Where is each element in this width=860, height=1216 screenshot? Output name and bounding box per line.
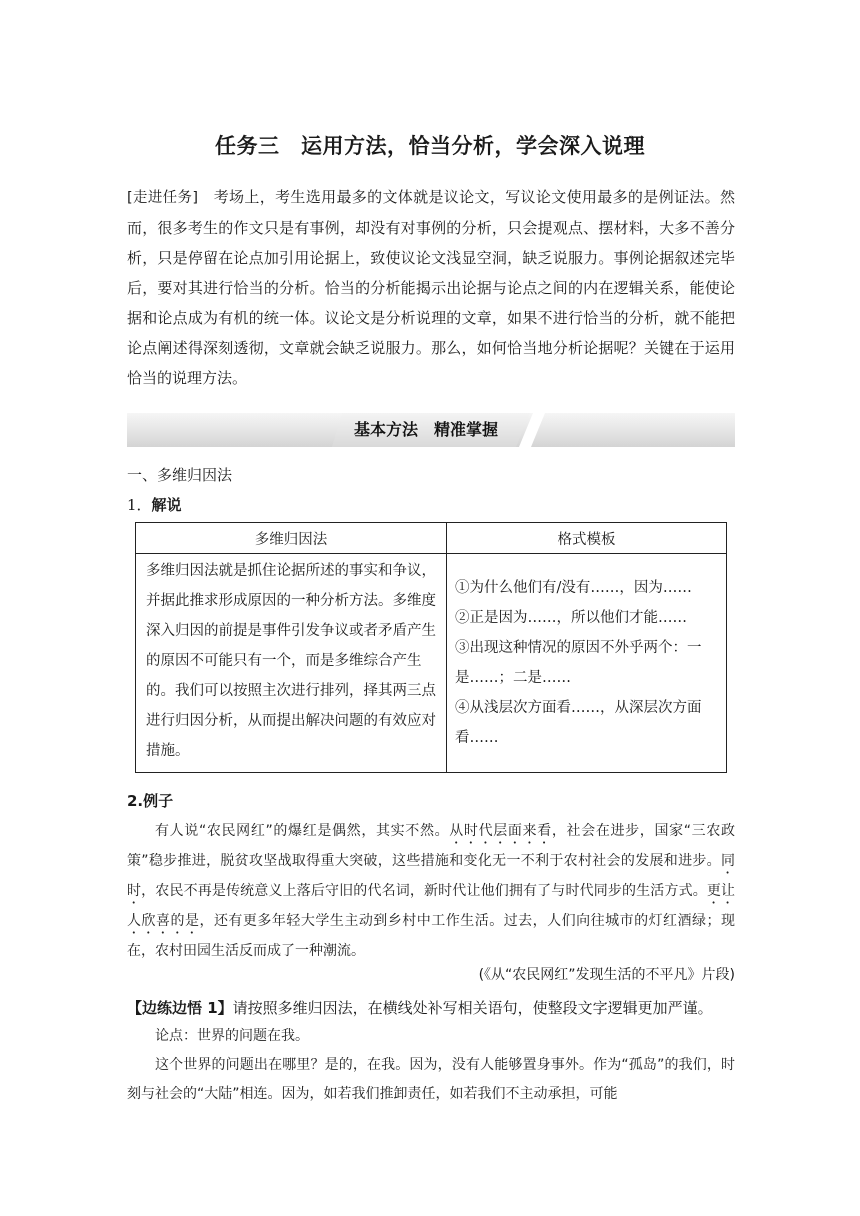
subheading-example [127, 790, 173, 811]
practice-text: 这个世界的问题出在哪里？是的，在我。因为，没有人能够置身事外。作为“孤岛”的我们，时刻与社会的“大陆”相连。因为，如若我们推卸责任，如若我们不主动承担，可能 [127, 1057, 735, 1102]
template-item: ④从浅层次方面看……，从深层次方面看…… [455, 700, 702, 746]
intro-tag: [走进任务] [127, 190, 199, 206]
template-item: ②正是因为……，所以他们才能…… [455, 610, 687, 626]
subheading-number: 1． [127, 496, 152, 514]
section-banner [127, 413, 735, 447]
template-list [447, 554, 727, 773]
table-row [136, 554, 727, 773]
table-header-method: 多维归因法 [136, 523, 447, 554]
banner-label: 基本方法 精准掌握 [353, 420, 498, 439]
template-item: ③出现这种情况的原因不外乎两个：一是……；二是…… [455, 640, 702, 686]
example-source: (《从“农民网红”发现生活的不平凡》片段) [478, 967, 735, 983]
emphasis-phrase: 更让人欣喜的是 [127, 883, 736, 929]
method-table [135, 522, 727, 773]
subheading-explanation [127, 494, 182, 515]
method-description: 多维归因法就是抓住论据所述的事实和争议，并据此推求形成原因的一种分析方法。多维度深入归因的前提是事件引发争议或者矛盾产生的原因不可能只有一个，而是多维综合产生的。我们可以按照主次进行排列，择其两三点进行归因分析，从而提出解决问题的有效应对措施。 [136, 554, 447, 773]
example-number: 2. [127, 792, 144, 810]
template-item: ①为什么他们有/没有……，因为…… [455, 580, 692, 596]
emphasis-phrase: 从时代层面来看 [449, 823, 552, 839]
example-label: 例子 [143, 792, 174, 810]
intro-paragraph [127, 182, 735, 393]
subheading-label: 解说 [151, 496, 182, 514]
example-paragraph [127, 817, 735, 966]
practice-paragraph [127, 1051, 735, 1109]
example-text: ，农民不再是传统意义上落后守旧的代名词，新时代让他们拥有了与时代同步的生活方式。 [141, 883, 707, 899]
section-heading: 一、多维归因法 [127, 466, 233, 484]
intro-text: 考场上，考生选用最多的文体就是议论文，写议论文使用最多的是例证法。然而，很多考生的作文只是有事例，却没有对事例的分析，只会提观点、摆材料，大多不善分析，只是停留在论点加引用论据上，致使议论文浅显空洞，缺乏说服力。事例论据叙述完毕后，要对其进行恰当的分析。恰当的分析能揭示出论据与论点之间的内在逻辑关系，能使论据和论点成为有机的统一体。议论文是分析说理的文章，如果不进行恰当的分析，就不能把论点阐述得深刻透彻，文章就会缺乏说服力。那么，如何恰当地分析论据呢？关键在于运用恰当的说理方法。 [127, 188, 735, 387]
example-text: ，社会在进步，国家“三农政策”稳步推进，脱贫攻坚战取得重大突破，这些措施和变化无一不利于农村社会的发展和进步。 [127, 823, 735, 869]
table-header-row [136, 523, 727, 554]
emphasis-phrase: 同时 [127, 853, 735, 899]
page-title: 任务三 运用方法，恰当分析，学会深入说理 [215, 134, 645, 158]
example-text: ，还有更多年轻大学生主动到乡村中工作生活。过去，人们向往城市的灯红酒绿；现在，农村田园生活反而成了一种潮流。 [127, 913, 736, 959]
practice-instruction-text: 请按照多维归因法，在横线处补写相关语句，使整段文字逻辑更加严谨。 [232, 999, 713, 1017]
thesis-text: 论点：世界的问题在我。 [155, 1028, 309, 1044]
practice-thesis [127, 1022, 735, 1051]
practice-tag: 【边练边悟 1】 [127, 999, 233, 1017]
table-header-template: 格式模板 [447, 523, 727, 554]
example-text: 有人说“农民网红”的爆红是偶然，其实不然。 [155, 823, 450, 839]
